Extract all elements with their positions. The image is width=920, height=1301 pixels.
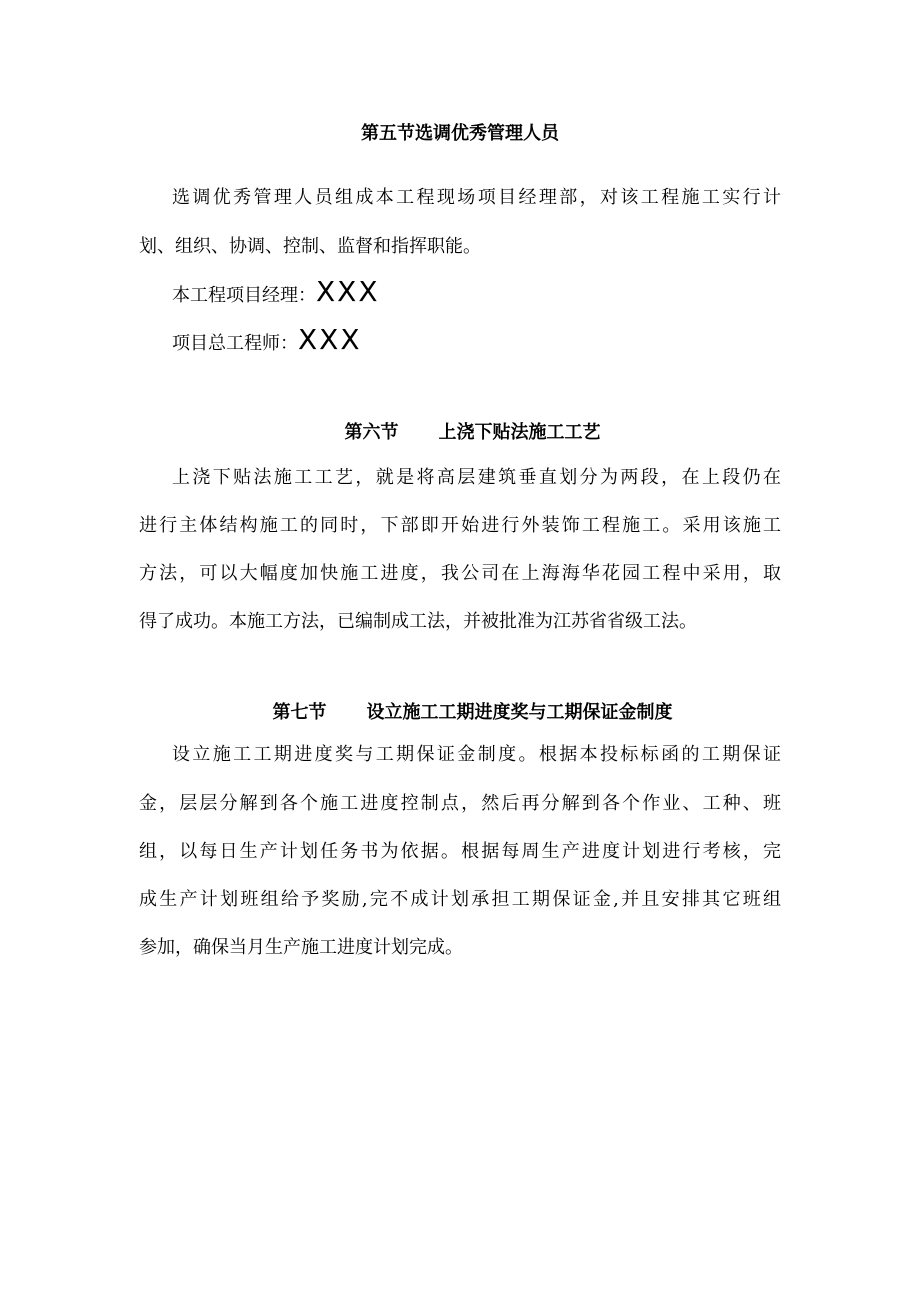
section6-paragraph-line-4: 得了成功。本施工方法，已编制成工法，并被批准为江苏省省级工法。 xyxy=(139,611,697,632)
chief-engineer-line xyxy=(172,324,362,360)
section7-paragraph-line-4: 成生产计划班组给予奖励,完不成计划承担工期保证金,并且安排其它班组 xyxy=(139,889,781,910)
section5-paragraph-line-1: 选调优秀管理人员组成本工程现场项目经理部，对该工程施工实行计 xyxy=(172,187,781,208)
section6-paragraph-line-3: 方法，可以大幅度加快施工进度，我公司在上海海华花园工程中采用，取 xyxy=(139,563,781,584)
project-manager-name: XXX xyxy=(316,275,380,308)
chief-engineer-label: 项目总工程师： xyxy=(172,333,298,354)
section7-heading-title: 设立施工工期进度奖与工期保证金制度 xyxy=(366,702,673,723)
section6-heading-number: 第六节 xyxy=(344,422,399,443)
project-manager-label: 本工程项目经理： xyxy=(172,285,316,306)
section7-paragraph-line-1: 设立施工工期进度奖与工期保证金制度。根据本投标标函的工期保证 xyxy=(172,744,781,765)
section6-heading-title: 上浇下贴法施工工艺 xyxy=(438,422,601,443)
section7-paragraph-line-5: 参加，确保当月生产施工进度计划完成。 xyxy=(139,937,463,958)
section7-paragraph-line-3: 组，以每日生产计划任务书为依据。根据每周生产进度计划进行考核，完 xyxy=(139,841,781,862)
section7-paragraph-line-2: 金，层层分解到各个施工进度控制点，然后再分解到各个作业、工种、班 xyxy=(139,793,781,814)
section5-paragraph-line-2: 划、组织、协调、控制、监督和指挥职能。 xyxy=(139,236,481,257)
section7-heading xyxy=(0,677,920,749)
chief-engineer-name: XXX xyxy=(298,323,362,356)
section5-heading: 第五节选调优秀管理人员 xyxy=(361,123,559,144)
section7-heading-number: 第七节 xyxy=(272,702,327,723)
section6-heading xyxy=(0,397,920,469)
section6-paragraph-line-2: 进行主体结构施工的同时，下部即开始进行外装饰工程施工。采用该施工 xyxy=(139,515,781,536)
section6-paragraph-line-1: 上浇下贴法施工工艺，就是将高层建筑垂直划分为两段，在上段仍在 xyxy=(172,467,781,488)
project-manager-line xyxy=(172,276,380,312)
